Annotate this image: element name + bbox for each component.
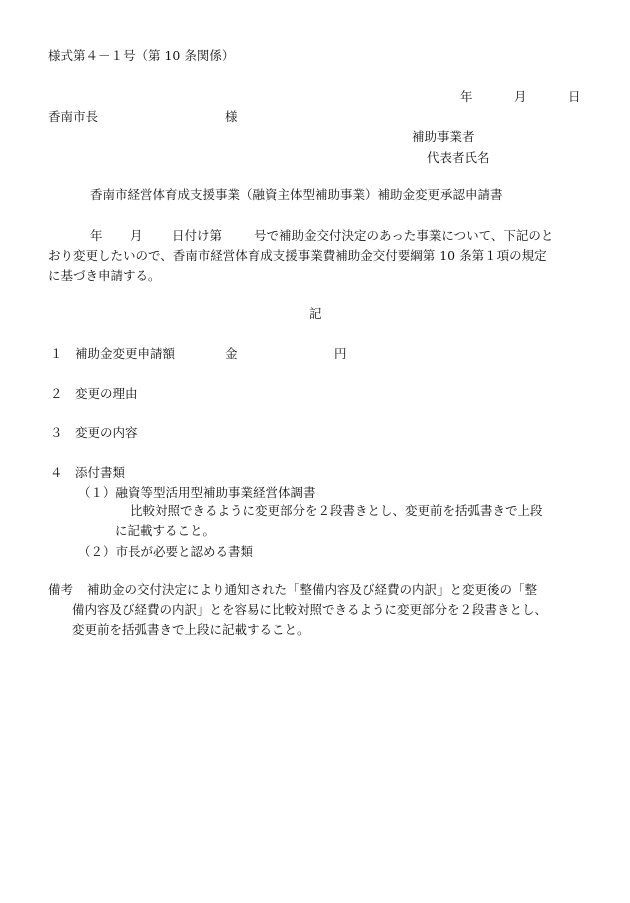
item-1-yen: 円 [334, 346, 347, 361]
document-title: 香南市経営体育成支援事業（融資主体型補助事業）補助金変更承認申請書 [90, 187, 503, 202]
addressee-name: 香南市長 [48, 109, 99, 124]
intro-line2: おり変更したいので、香南市経営体育成支援事業費補助金交付要綱第 10 条第１項の規定 [48, 248, 547, 263]
item-4-sub1-note-line1: 比較対照できるように変更部分を２段書きとし、変更前を括弧書きで上段 [130, 503, 543, 518]
ki-heading: 記 [309, 306, 322, 321]
date-day: 日 [568, 89, 581, 104]
item-3-label: 変更の内容 [75, 425, 138, 440]
date-month: 月 [514, 89, 527, 104]
item-4-sub1-note-line2: に記載すること。 [115, 523, 216, 538]
date-year: 年 [460, 89, 473, 104]
item-4-label: 添付書類 [75, 465, 126, 480]
item-4-sub2: （２）市長が必要と認める書類 [78, 544, 254, 559]
applicant-label: 補助事業者 [412, 129, 475, 144]
intro-line3: に基づき申請する。 [48, 268, 161, 283]
intro-month: 月 [130, 228, 143, 243]
item-4-sub1: （１）融資等型活用型補助事業経営体調書 [78, 485, 316, 500]
item-2-number: ２ [50, 386, 63, 401]
remarks-line2: 備内容及び経費の内訳」とを容易に比較対照できるように変更部分を２段書きとし、 [72, 602, 548, 617]
remarks-label: 備考 [48, 582, 74, 597]
form-number: 様式第４－１号（第 10 条関係） [48, 48, 235, 63]
intro-line1-rest: 号で補助金交付決定のあった事業について、下記のと [254, 228, 554, 243]
item-1-label: 補助金変更申請額 [75, 346, 176, 361]
intro-year: 年 [90, 228, 103, 243]
item-4-number: ４ [50, 465, 63, 480]
item-3-number: ３ [50, 425, 63, 440]
item-2-label: 変更の理由 [75, 386, 138, 401]
item-1-number: １ [50, 346, 63, 361]
representative-label: 代表者氏名 [427, 150, 490, 165]
remarks-line3: 変更前を括弧書きで上段に記載すること。 [72, 622, 310, 637]
addressee-honorific: 様 [225, 109, 238, 124]
intro-day-ref: 日付け第 [172, 228, 223, 243]
remarks-line1: 補助金の交付決定により通知された「整備内容及び経費の内訳」と変更後の「整 [87, 582, 538, 597]
item-1-kin: 金 [225, 346, 238, 361]
